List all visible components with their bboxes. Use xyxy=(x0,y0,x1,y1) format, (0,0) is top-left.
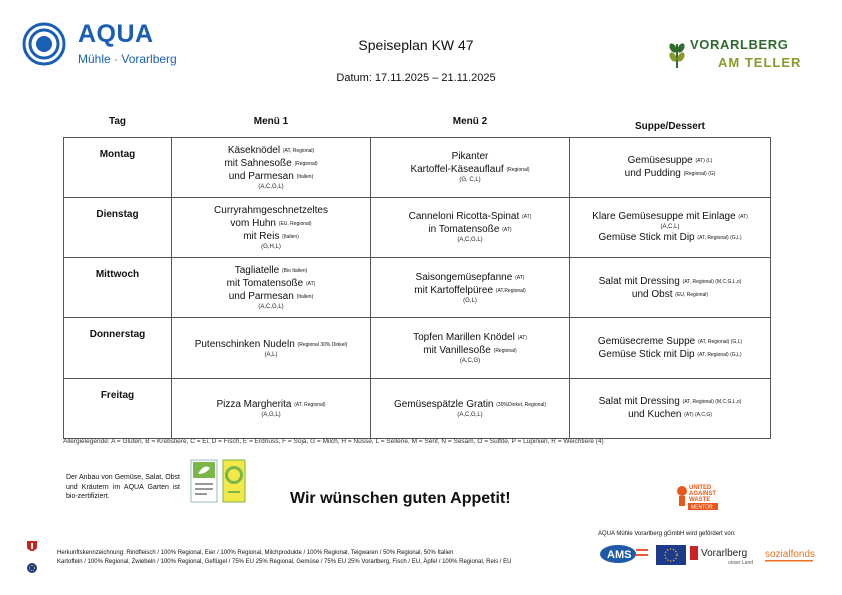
dish-name: und Parmesan xyxy=(228,291,294,303)
dish-line xyxy=(572,167,768,180)
table-row xyxy=(64,197,771,257)
dish-line xyxy=(174,290,368,303)
origin-tag: (Regional) xyxy=(294,160,318,167)
origin-tag: (Regional) (G) xyxy=(683,171,716,178)
origin-line-1: Herkunftskennzeichnung: Rindfleisch / 100% Regional, Eier / 100% Regional, Milchprodukte / 100% Regional, Teigwaren / 50% Regional, 50% Italien xyxy=(57,550,454,556)
eu-flag-small-icon xyxy=(26,563,38,573)
brand-subtitle: Mühle · Vorarlberg xyxy=(78,52,177,66)
dish-name: Gemüsecreme Suppe xyxy=(597,336,696,348)
allergen-codes: (G,L) xyxy=(463,297,477,304)
header-menu2: Menü 2 xyxy=(452,116,488,127)
eu-bio-leaf-icon xyxy=(190,459,218,503)
allergen-codes: (A,C,G,L) xyxy=(258,183,284,190)
dish-name: vom Huhn xyxy=(230,217,276,229)
ams-text: AMS xyxy=(607,549,632,561)
origin-tag: (Italien) xyxy=(282,233,299,240)
header-day: Tag xyxy=(108,116,127,127)
soup-cell xyxy=(570,137,771,197)
dish-line xyxy=(373,331,567,344)
origin-tag: (EU, Regional) xyxy=(278,220,312,227)
ug-united: UNITED xyxy=(689,485,712,491)
dish-line xyxy=(174,338,368,351)
allergen-codes: (A,C,G) xyxy=(459,358,481,365)
dish-name: mit Kartoffelpüree xyxy=(414,284,494,296)
origin-tag: (Bio Italien) xyxy=(281,268,308,275)
sf-text: sozialfonds xyxy=(765,549,816,560)
allergen-codes: (A,C,G,L) xyxy=(457,411,483,418)
ug-waste: WASTE xyxy=(689,497,711,503)
dish-name: Klare Gemüsesuppe mit Einlage xyxy=(592,211,736,223)
dish-name: Käseknödel xyxy=(227,144,281,156)
day-cell: Dienstag xyxy=(64,197,172,257)
dish-line xyxy=(572,395,768,408)
partner-logo-line1: VORARLBERG xyxy=(690,37,789,52)
dish-line xyxy=(572,210,768,223)
dish-name: Canneloni Ricotta-Spinat xyxy=(408,211,520,223)
dish-name: mit Tomatensoße xyxy=(226,278,304,290)
vbg-text: Vorarlberg xyxy=(701,548,748,559)
allergen-legend: Allergielegende: A = Gluten, B = Krebstiere, C = Ei, D = Fisch, E = Erdnuss, F = Soja, G = Milch, H = Nüsse, L = Sellerie, M = Senf, N = Sesam, O = Sulfite, P = Lupinien, R = Weichtiere (4) xyxy=(63,438,604,445)
dish-line xyxy=(174,264,368,277)
dish-name: in Tomatensoße xyxy=(428,224,500,236)
dish-line xyxy=(572,154,768,167)
origin-tag: (30%Dinkel, Regional) xyxy=(496,401,547,408)
dish-line xyxy=(373,163,567,176)
table-row xyxy=(64,318,771,378)
origin-tag: (AT) (A,C,G) xyxy=(684,412,712,419)
menu1-cell xyxy=(172,378,371,438)
origin-tag: (AT) xyxy=(517,335,527,342)
origin-tag: (AT) xyxy=(738,214,748,221)
soup-cell xyxy=(570,197,771,257)
allergen-codes: (A,G,L) xyxy=(261,411,281,418)
dish-name: und Obst xyxy=(631,288,673,300)
day-cell: Freitag xyxy=(64,378,172,438)
menu2-cell xyxy=(371,318,570,378)
dish-name: Salat mit Dressing xyxy=(598,275,680,287)
header-soup: Suppe/Dessert xyxy=(634,121,706,132)
dish-line xyxy=(174,144,368,157)
dish-name: und Pudding xyxy=(624,168,681,180)
dish-line xyxy=(373,223,567,236)
table-header-row xyxy=(64,112,771,137)
funding-note: AQUA Mühle Vorarlberg gGmbH wird gefördert von: xyxy=(598,531,736,537)
dish-name: und Parmesan xyxy=(228,170,294,182)
dish-line xyxy=(174,277,368,290)
menu2-cell xyxy=(371,378,570,438)
bio-note: Der Anbau von Gemüse, Salat, Obst und Kräutern im AQUA Garten ist bio-zertifiziert. xyxy=(66,474,180,500)
soup-cell xyxy=(570,258,771,318)
dish-line xyxy=(174,157,368,170)
menu1-cell xyxy=(172,258,371,318)
sozialfonds-logo-icon xyxy=(764,545,820,565)
origin-tag: (Regional) xyxy=(506,167,530,174)
menu2-cell xyxy=(371,137,570,197)
dish-name: Gemüse Stick mit Dip xyxy=(598,232,695,244)
origin-tag: (AT) xyxy=(522,214,532,221)
dish-line xyxy=(373,210,567,223)
dish-line xyxy=(572,231,768,244)
dish-name: Pizza Margherita xyxy=(216,398,292,410)
origin-tag: (AT) xyxy=(502,227,512,234)
dish-line xyxy=(373,271,567,284)
allergen-codes: (A,C,G,L) xyxy=(457,237,483,244)
day-cell: Montag xyxy=(64,137,172,197)
wheat-icon xyxy=(668,38,686,68)
dish-line xyxy=(373,150,567,163)
dish-line xyxy=(174,170,368,183)
dish-line xyxy=(572,348,768,361)
origin-tag: (Italien) xyxy=(296,294,314,301)
dish-line xyxy=(572,275,768,288)
menu-table xyxy=(63,112,771,439)
united-against-waste-logo-icon xyxy=(674,481,730,511)
day-cell: Mittwoch xyxy=(64,258,172,318)
dish-name: Kartoffel-Käseauflauf xyxy=(410,164,504,176)
vorarlberg-logo-icon xyxy=(690,544,760,566)
origin-tag: (AT) xyxy=(515,274,525,281)
vbg-sub: unser Land xyxy=(728,560,754,566)
day-cell: Donnerstag xyxy=(64,318,172,378)
origin-tag: (AT, Regional) xyxy=(282,147,315,154)
dish-name: mit Sahnesoße xyxy=(224,157,292,169)
origin-tag: (EU, Regional) xyxy=(675,291,709,298)
eu-flag-icon xyxy=(656,545,686,565)
dish-line xyxy=(174,398,368,411)
dish-name: Topfen Marillen Knödel xyxy=(413,332,515,344)
origin-tag: (AT, Regional) (G,L) xyxy=(697,339,743,346)
allergen-codes: (G,H,L) xyxy=(261,243,281,250)
ug-mentor: MENTOR xyxy=(691,504,713,511)
bio-seal-icon xyxy=(222,459,246,503)
aqua-logo-icon xyxy=(22,22,66,66)
dish-line xyxy=(572,408,768,421)
soup-cell xyxy=(570,318,771,378)
date-range: Datum: 17.11.2025 – 21.11.2025 xyxy=(336,72,496,84)
coat-of-arms-icon xyxy=(26,540,38,554)
partner-logo-line2: AM TELLER xyxy=(718,55,802,70)
ug-against: AGAINST xyxy=(689,491,716,497)
table-row xyxy=(64,378,771,438)
dish-name: Tagliatelle xyxy=(234,265,280,277)
dish-name: Salat mit Dressing xyxy=(598,396,680,408)
dish-name: Gemüsesuppe xyxy=(627,155,693,167)
dish-line xyxy=(174,204,368,217)
origin-tag: (AT, Regional) (G,L) xyxy=(697,352,742,359)
dish-name: Pikanter xyxy=(451,151,489,163)
header-menu1: Menü 1 xyxy=(253,116,289,127)
dish-name: und Kuchen xyxy=(628,409,682,421)
dish-name: mit Reis xyxy=(243,230,280,242)
dish-line xyxy=(174,217,368,230)
dish-line xyxy=(572,335,768,348)
table-row xyxy=(64,137,771,197)
allergen-codes: (G, C,L) xyxy=(459,177,481,184)
origin-tag: (Italien) xyxy=(296,173,314,180)
allergen-codes: (A,C,G,L) xyxy=(258,304,284,311)
origin-tag: (AT, Regional) (G,L) xyxy=(697,235,742,242)
brand-name: AQUA xyxy=(78,20,154,48)
dish-line xyxy=(373,344,567,357)
dish-line xyxy=(572,288,768,301)
menu2-cell xyxy=(371,258,570,318)
dish-name: Putenschinken Nudeln xyxy=(194,338,295,350)
origin-tag: (AT) xyxy=(305,281,316,288)
page-title: Speiseplan KW 47 xyxy=(358,37,474,53)
menu1-cell xyxy=(172,197,371,257)
dish-name: Gemüse Stick mit Dip xyxy=(598,349,695,361)
dish-name: Curryrahmgeschnetzeltes xyxy=(214,204,328,216)
ams-logo-icon xyxy=(598,544,650,564)
origin-tag: (AT) (L) xyxy=(695,158,713,165)
closing-message: Wir wünschen guten Appetit! xyxy=(290,490,511,507)
dish-name: Gemüsespätzle Gratin xyxy=(393,398,494,410)
origin-tag: (Regional 30% Dinkel) xyxy=(297,341,348,348)
origin-line-2: Kartoffeln / 100% Regional, Zwiebeln / 100% Regional, Geflügel / 75% EU 25% Regional, Gemüse / 75% EU 25% Vorarlberg, Fisch / EU, Äpfel / 100% Regional, Reis / EU xyxy=(57,559,512,565)
dish-line xyxy=(373,284,567,297)
origin-tag: (AT, Regional) xyxy=(294,401,326,408)
origin-tag: (AT, Regional) (M,C,G,L,o) xyxy=(682,278,742,285)
menu2-cell xyxy=(371,197,570,257)
origin-tag: (AT,Regional) xyxy=(495,287,526,294)
table-row xyxy=(64,258,771,318)
allergen-codes: (A,L) xyxy=(264,351,278,358)
menu-body xyxy=(64,137,771,439)
allergen-codes: (A,C,L) xyxy=(660,224,680,231)
dish-line xyxy=(373,398,567,411)
soup-cell xyxy=(570,378,771,438)
origin-tag: (Regional) xyxy=(493,348,517,355)
dish-name: mit Vanillesoße xyxy=(423,345,491,357)
dish-name: Saisongemüsepfanne xyxy=(415,271,513,283)
menu1-cell xyxy=(172,318,371,378)
origin-tag: (AT, Regional) (M,C,G,L,o) xyxy=(682,399,742,406)
dish-line xyxy=(174,230,368,243)
menu1-cell xyxy=(172,137,371,197)
